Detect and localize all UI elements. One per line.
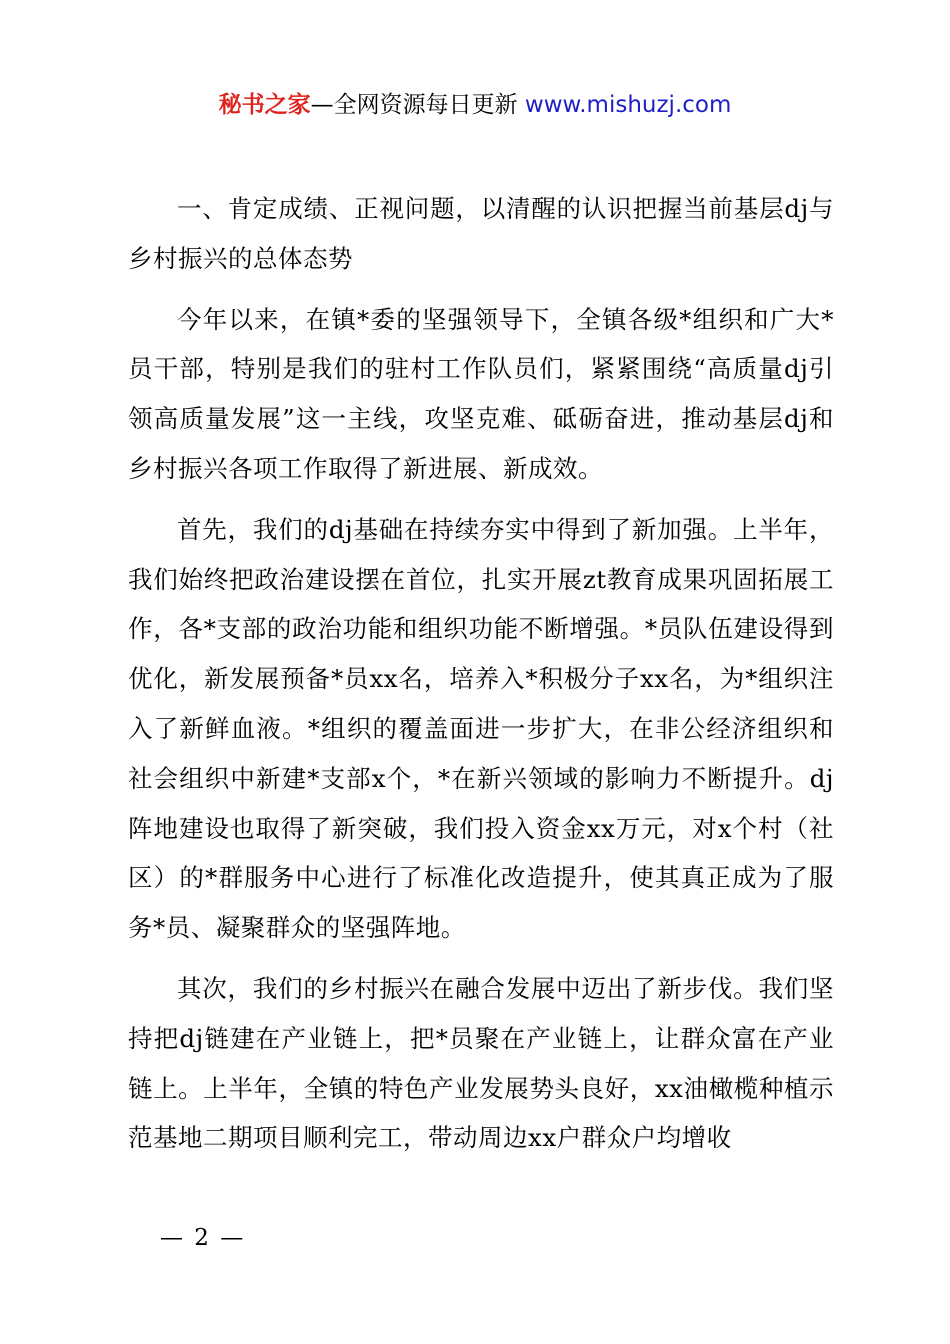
brand-name: 秘书之家 — [218, 92, 311, 118]
site-header — [0, 88, 950, 122]
paragraph-first: 首先，我们的dj基础在持续夯实中得到了新加强。上半年，我们始终把政治建设摆在首位，扎实开展zt教育成果巩固拓展工作，各*支部的政治功能和组织功能不断增强。*员队伍建设得到优化，新发展预备*员xx名，培养入*积极分子xx名，为*组织注入了新鲜血液。*组织的覆盖面进一步扩大，在非公经济组织和社会组织中新建*支部x个，*在新兴领域的影响力不断提升。dj阵地建设也取得了新突破，我们投入资金xx万元，对x个村（社区）的*群服务中心进行了标准化改造提升，使其真正成为了服务*员、凝聚群众的坚强阵地。 — [128, 514, 834, 943]
document-body — [128, 184, 834, 1163]
site-url-link[interactable]: www.mishuzj.com — [524, 92, 732, 118]
page-number: — 2 — — [160, 1225, 246, 1251]
section-heading: 一、肯定成绩、正视问题，以清醒的认识把握当前基层dj与乡村振兴的总体态势 — [128, 194, 834, 273]
header-slogan: —全网资源每日更新 — [310, 92, 518, 118]
paragraph-intro: 今年以来，在镇*委的坚强领导下，全镇各级*组织和广大*员干部，特别是我们的驻村工作队员们，紧紧围绕“高质量dj引领高质量发展”这一主线，攻坚克难、砥砺奋进，推动基层dj和乡村振兴各项工作取得了新进展、新成效。 — [128, 304, 834, 483]
paragraph-second: 其次，我们的乡村振兴在融合发展中迈出了新步伐。我们坚持把dj链建在产业链上，把*员聚在产业链上，让群众富在产业链上。上半年，全镇的特色产业发展势头良好，xx油橄榄种植示范基地二期项目顺利完工，带动周边xx户群众户均增收 — [128, 973, 834, 1153]
